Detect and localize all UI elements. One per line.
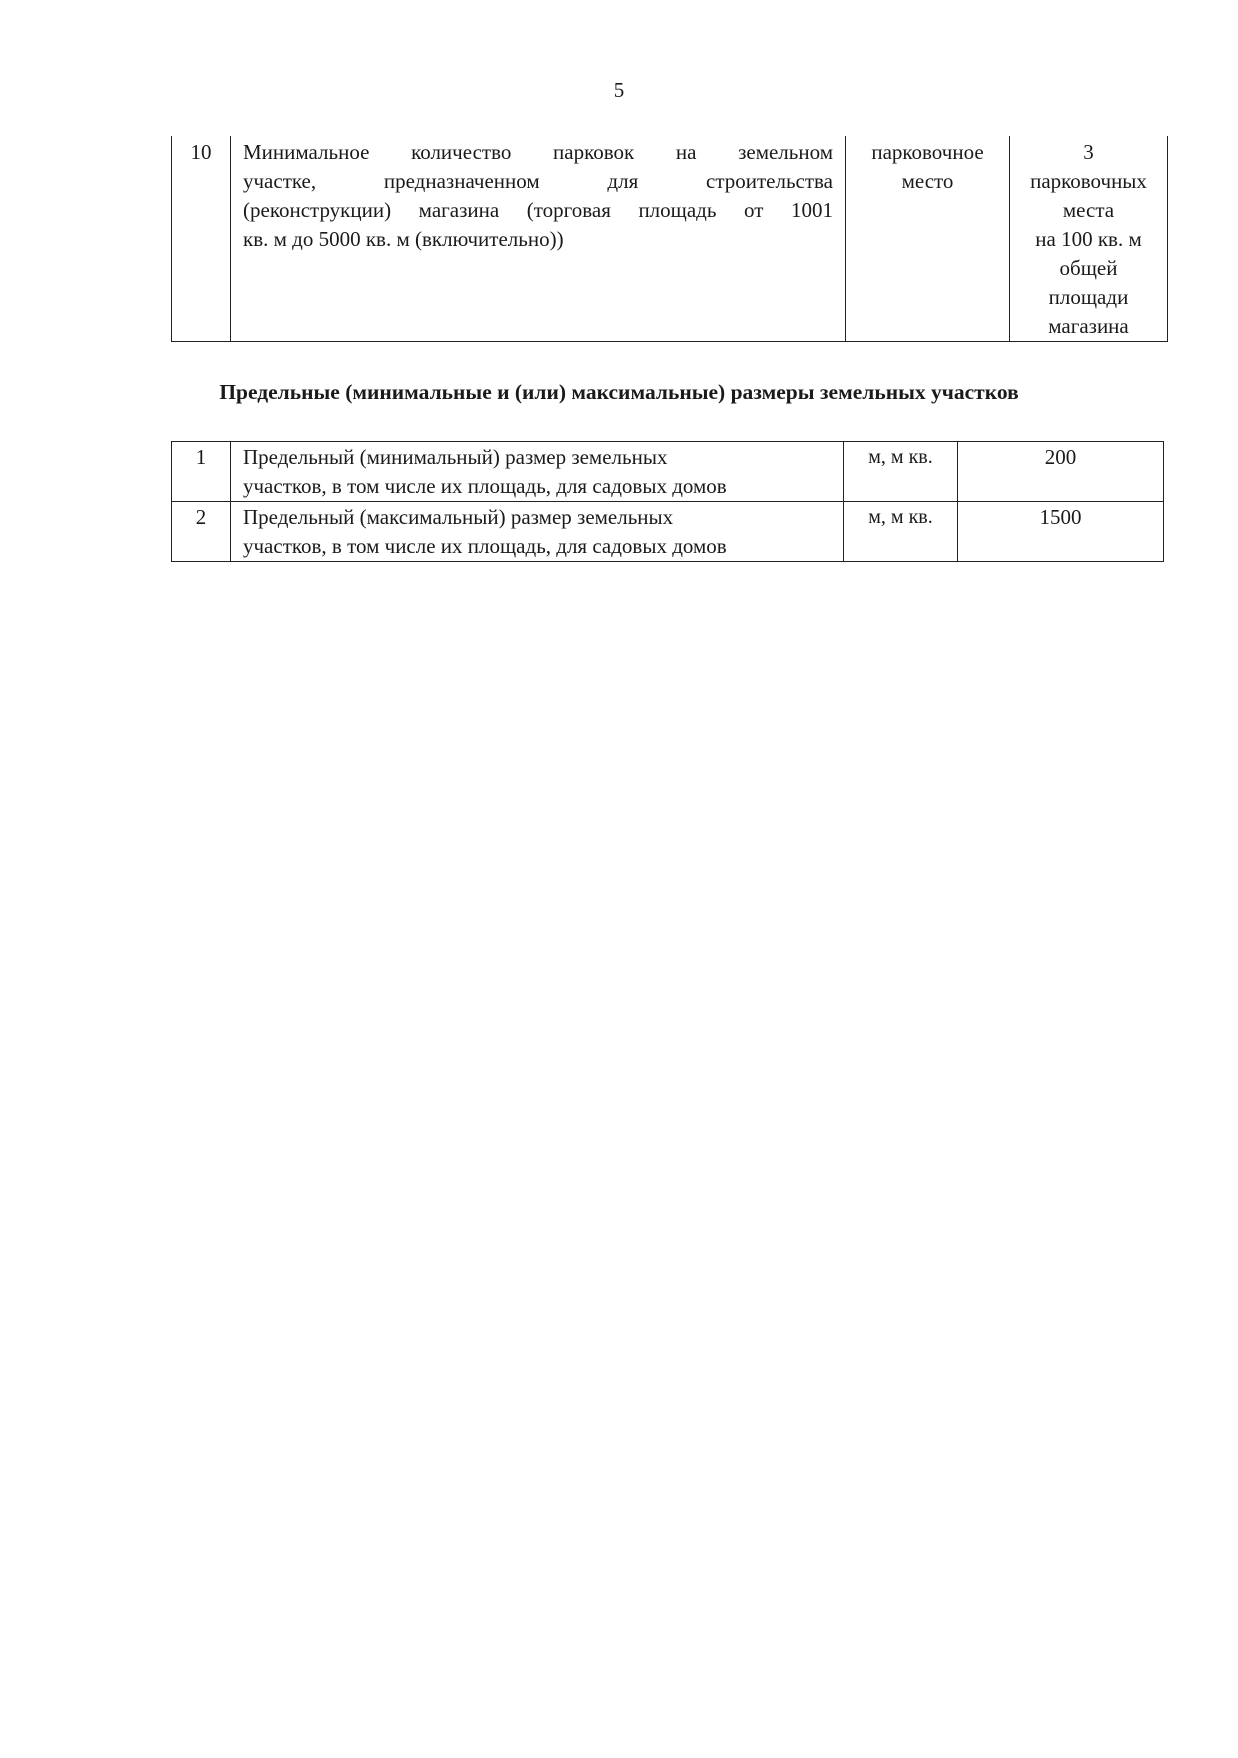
- description-line: кв. м до 5000 кв. м (включительно)): [243, 227, 564, 251]
- row-unit: м, м кв.: [844, 502, 958, 562]
- row-value: 200: [958, 442, 1164, 502]
- row-description: [231, 502, 844, 562]
- row-unit: м, м кв.: [844, 442, 958, 502]
- row-number: 1: [172, 442, 231, 502]
- value-line: 3: [1083, 140, 1094, 164]
- value-line: на 100 кв. м: [1035, 227, 1142, 251]
- section-heading: Предельные (минимальные и (или) максимальные) размеры земельных участков: [219, 380, 1019, 404]
- description-line: Предельный (минимальный) размер земельных: [243, 445, 668, 469]
- description-line: (реконструкции) магазина (торговая площадь от 1001: [243, 198, 833, 222]
- table-row: [172, 502, 1164, 562]
- unit-line: место: [901, 169, 954, 193]
- unit-line: парковочное: [871, 140, 984, 164]
- value-line: парковочных: [1030, 169, 1147, 193]
- value-line: места: [1062, 198, 1115, 222]
- row-value: [1010, 136, 1168, 342]
- row-description: [231, 442, 844, 502]
- value-line: площади: [1048, 285, 1129, 309]
- description-line: участков, в том числе их площадь, для садовых домов: [243, 534, 727, 558]
- row-description: [231, 136, 846, 342]
- value-line: магазина: [1048, 314, 1129, 338]
- row-number: 10: [172, 136, 231, 342]
- description-line: Предельный (максимальный) размер земельных: [243, 505, 674, 529]
- description-line: участков, в том числе их площадь, для садовых домов: [243, 474, 727, 498]
- description-line: Минимальное количество парковок на земельном: [243, 140, 833, 164]
- table-row: [172, 136, 1168, 342]
- row-value: 1500: [958, 502, 1164, 562]
- table-row: [172, 442, 1164, 502]
- row-unit: [846, 136, 1010, 342]
- land-plot-size-table: [171, 441, 1164, 562]
- description-line: участке, предназначенном для строительства: [243, 169, 833, 193]
- value-line: общей: [1059, 256, 1118, 280]
- row-number: 2: [172, 502, 231, 562]
- page-number: 5: [613, 78, 625, 102]
- parking-requirements-table: [171, 136, 1168, 342]
